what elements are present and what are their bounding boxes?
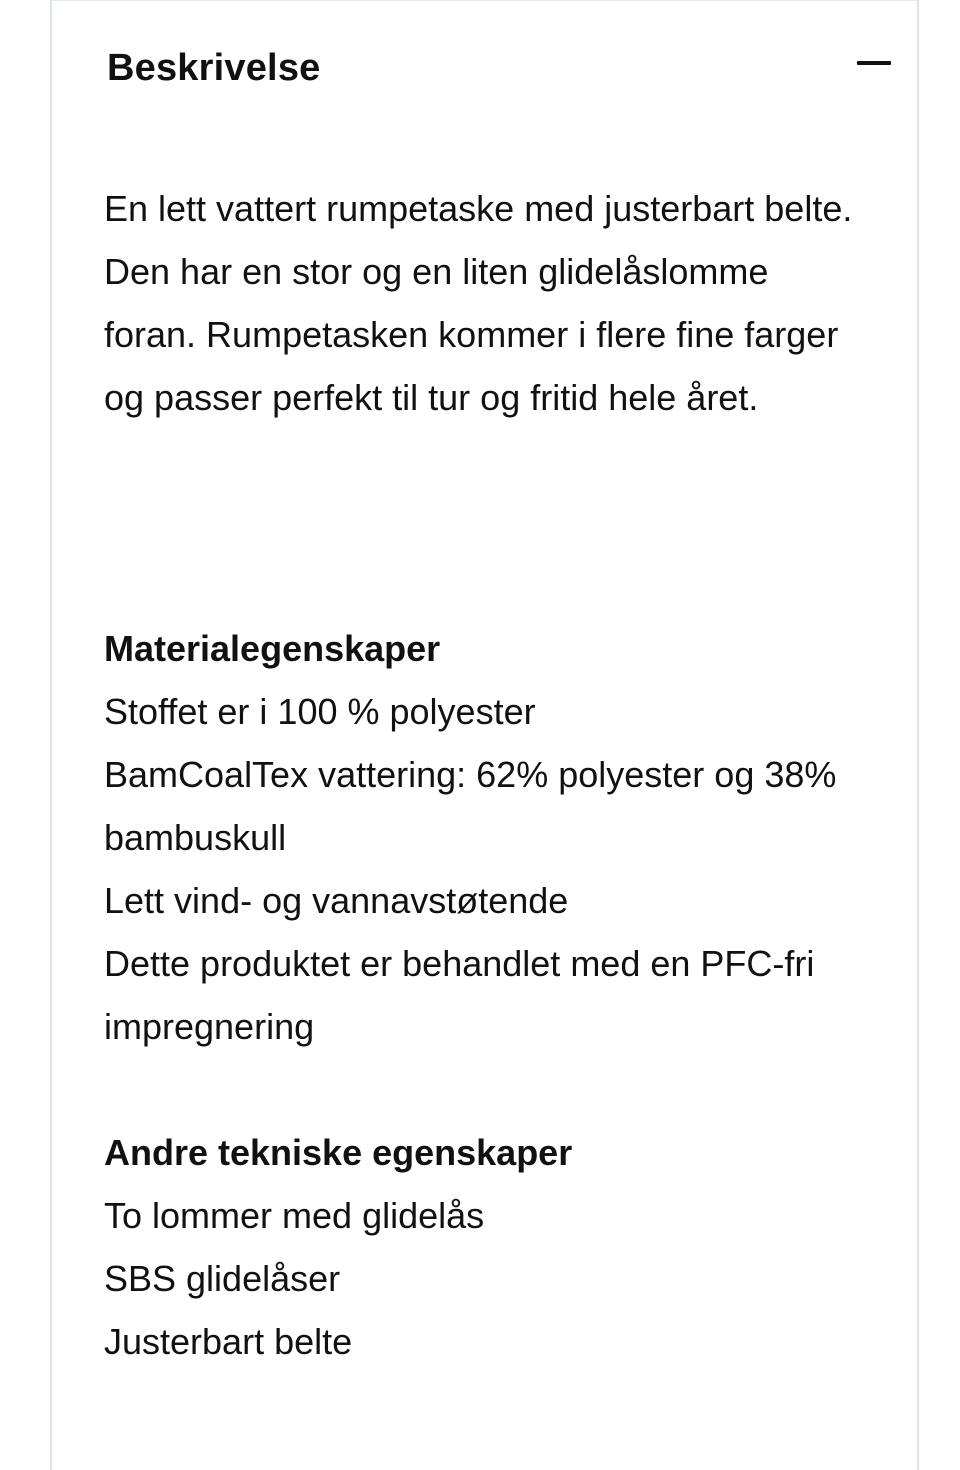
accordion-title: Beskrivelse: [107, 47, 321, 89]
technical-item: SBS glidelåser: [104, 1258, 341, 1299]
minus-bar: [857, 61, 891, 65]
description-panel: [50, 0, 919, 1470]
material-list: [104, 680, 864, 1058]
technical-heading: Andre tekniske egenskaper: [104, 1132, 573, 1173]
material-item: Lett vind- og vannavstøtende: [104, 880, 569, 921]
material-heading: Materialegenskaper: [104, 628, 441, 669]
technical-item: Justerbart belte: [104, 1321, 353, 1362]
material-item: Dette produktet er behandlet med en PFC-fri impregnering: [104, 943, 815, 1047]
material-item: Stoffet er i 100 % polyester: [104, 691, 536, 732]
technical-item: To lommer med glidelås: [104, 1195, 485, 1236]
collapse-minus-icon[interactable]: [857, 49, 891, 77]
technical-list: [104, 1184, 864, 1373]
accordion-header[interactable]: [52, 1, 917, 131]
description-text: En lett vattert rumpetaske med justerbart belte. Den har en stor og en liten glidelåslomme foran. Rumpetasken kommer i flere fine farger og passer perfekt til tur og fritid hele året.: [104, 188, 853, 418]
material-item: BamCoalTex vattering: 62% polyester og 38% bambuskull: [104, 754, 837, 858]
